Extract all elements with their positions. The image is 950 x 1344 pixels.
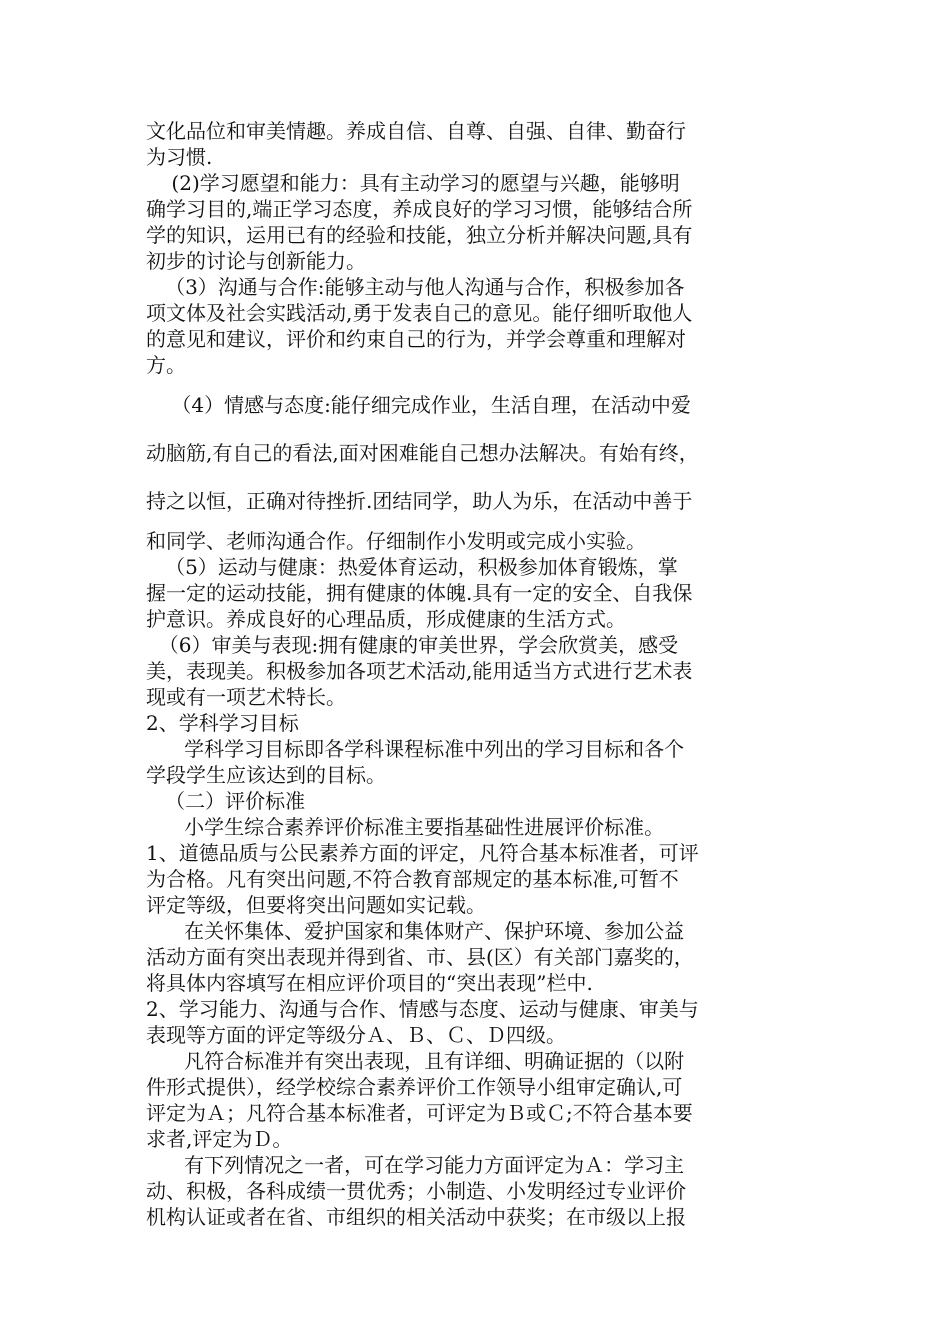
text-line: （3）沟通与合作:能够主动与他人沟通与合作，积极参加各 <box>146 275 685 299</box>
text-line: 凡符合标准并有突出表现，且有详细、明确证据的（以附 <box>146 1049 685 1073</box>
text-line: 有下列情况之一者，可在学习能力方面评定为Ａ：学习主 <box>146 1153 685 1177</box>
text-line: 美，表现美。积极参加各项艺术活动,能用适当方式进行艺术表 <box>146 659 693 683</box>
text-line: 为合格。凡有突出问题,不符合教育部规定的基本标准,可暂不 <box>146 867 679 891</box>
text-line: 活动方面有突出表现并得到省、市、县(区）有关部门嘉奖的， <box>146 945 694 969</box>
text-line: 动脑筋,有自己的看法,面对困难能自己想办法解决。有始有终， <box>146 441 699 465</box>
text-line: 学段学生应该达到的目标。 <box>146 763 386 787</box>
text-line: （6）审美与表现:拥有健康的审美世界，学会欣赏美，感受 <box>146 633 679 657</box>
text-line: 学的知识，运用已有的经验和技能，独立分析并解决问题,具有 <box>146 223 693 247</box>
text-line: 和同学、老师沟通合作。仔细制作小发明或完成小实验。 <box>146 529 646 553</box>
text-line: 确学习目的,端正学习态度，养成良好的学习习惯，能够结合所 <box>146 197 693 221</box>
text-line: 文化品位和审美情趣。养成自信、自尊、自强、自律、勤奋行 <box>146 119 686 143</box>
text-line: 求者,评定为Ｄ。 <box>146 1127 293 1151</box>
section-heading: （二）评价标准 <box>146 789 306 813</box>
text-line: 动、积极，各科成绩一贯优秀；小制造、小发明经过专业评价 <box>146 1179 686 1203</box>
text-line: 评定等级，但要将突出问题如实记载。 <box>146 893 486 917</box>
text-line: 件形式提供），经学校综合素养评价工作领导小组审定确认,可 <box>146 1075 683 1099</box>
text-line: （4）情感与态度:能仔细完成作业，生活自理，在活动中爱 <box>146 393 691 417</box>
document-body <box>146 118 808 1230</box>
text-line: 护意识。养成良好的心理品质，形成健康的生活方式。 <box>146 607 626 631</box>
text-line: 将具体内容填写在相应评价项目的“突出表现”栏中. <box>146 971 593 995</box>
section-heading: 2、学科学习目标 <box>146 711 299 735</box>
text-line: 为习惯. <box>146 145 213 169</box>
text-line: 现或有一项艺术特长。 <box>146 685 346 709</box>
text-line: （5）运动与健康：热爱体育运动，积极参加体育锻炼，掌 <box>146 555 678 579</box>
text-line: 小学生综合素养评价标准主要指基础性进展评价标准。 <box>146 815 665 839</box>
text-line: 项文体及社会实践活动,勇于发表自己的意见。能仔细听取他人 <box>146 301 693 325</box>
text-line: 表现等方面的评定等级分Ａ、Ｂ、Ｃ、Ｄ四级。 <box>146 1023 566 1047</box>
text-line: 评定为Ａ；凡符合基本标准者，可评定为Ｂ或Ｃ;不符合基本要 <box>146 1101 693 1125</box>
text-line: (2)学习愿望和能力：具有主动学习的愿望与兴趣，能够明 <box>146 171 680 195</box>
text-line: 初步的讨论与创新能力。 <box>146 249 366 273</box>
text-line: 握一定的运动技能，拥有健康的体魄.具有一定的安全、自我保 <box>146 581 693 605</box>
text-line: 1、道德品质与公民素养方面的评定，凡符合基本标准者，可评 <box>146 841 699 865</box>
text-line: 在关怀集体、爱护国家和集体财产、保护环境、参加公益 <box>146 919 685 943</box>
text-line: 持之以恒，正确对待挫折.团结同学，助人为乐，在活动中善于 <box>146 489 693 513</box>
text-line: 2、学习能力、沟通与合作、情感与态度、运动与健康、审美与 <box>146 997 699 1021</box>
text-line: 学科学习目标即各学科课程标准中列出的学习目标和各个 <box>146 737 685 761</box>
text-line: 机构认证或者在省、市组织的相关活动中获奖；在市级以上报 <box>146 1205 686 1229</box>
text-line: 的意见和建议，评价和约束自己的行为，并学会尊重和理解对 <box>146 327 686 351</box>
text-line: 方。 <box>146 353 186 377</box>
